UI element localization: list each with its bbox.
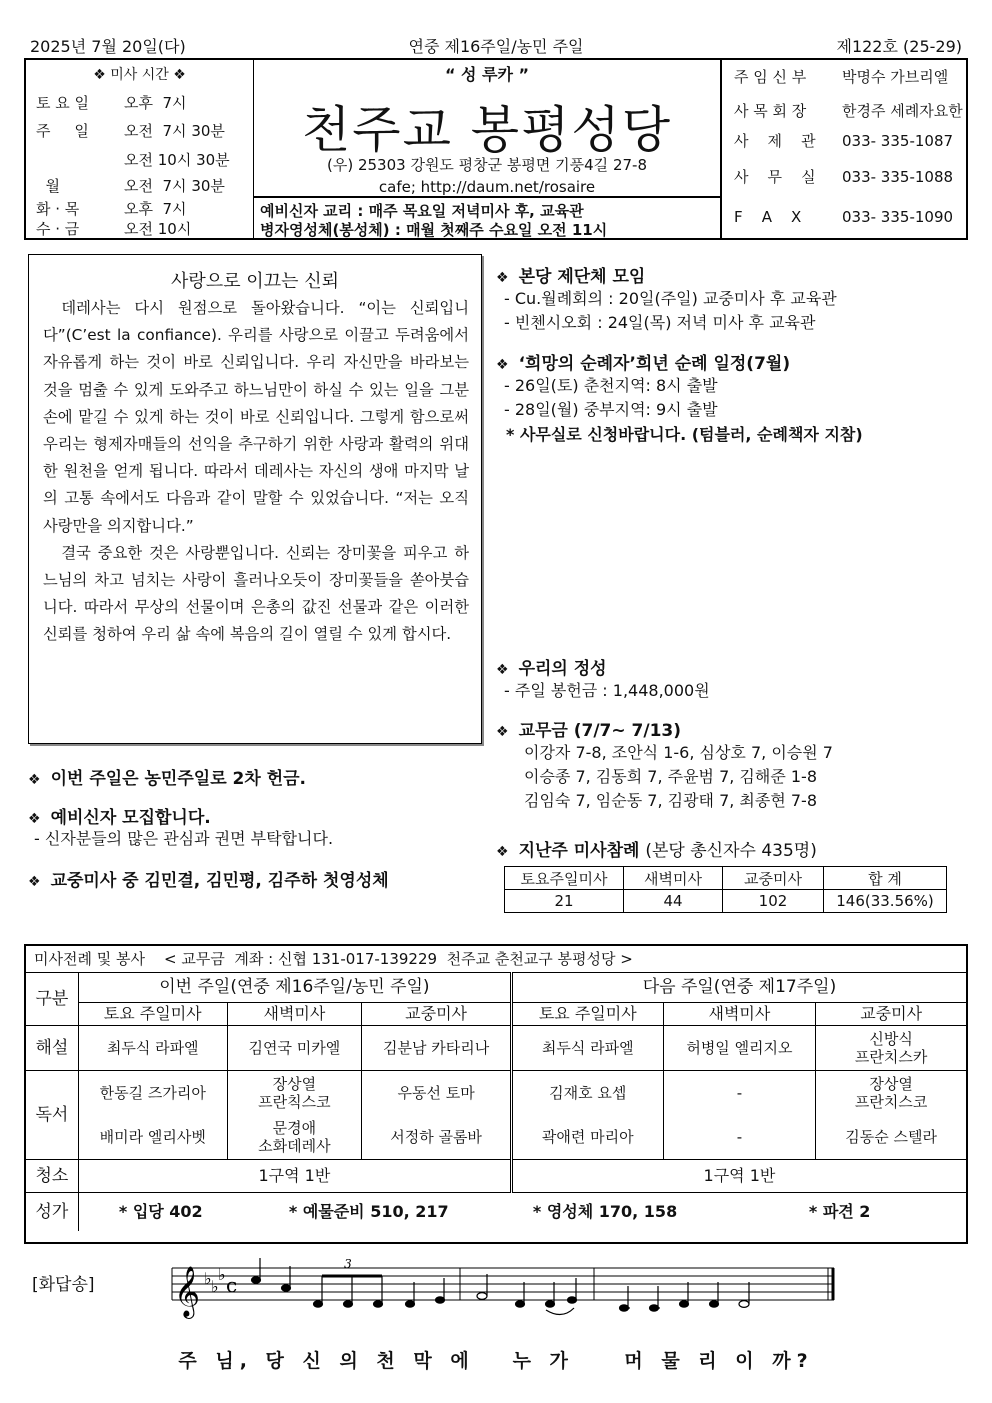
staff-row: 사 목 회 장 한경주 세례자요한: [734, 102, 963, 120]
dues-line: 이강자 7-8, 조안식 1-6, 심상호 7, 이승원 7: [524, 743, 833, 762]
dues-title: ❖ 교무금 (7/7~ 7/13): [496, 721, 682, 741]
table-row: [26, 973, 966, 1003]
diamond-bullet-icon: ❖: [28, 811, 41, 827]
article-body: [43, 295, 469, 649]
sub-header: 교중미사: [362, 1002, 512, 1025]
offering-amount: - 주일 봉헌금 : 1,448,000원: [504, 681, 710, 700]
mass-times-title: ❖ 미사 시간 ❖: [93, 67, 186, 83]
table-row: [26, 1193, 966, 1232]
table-cell: 102: [723, 890, 824, 913]
table-row: [26, 1002, 966, 1025]
pilgrimage-item: - 28일(월) 중부지역: 9시 출발: [504, 400, 718, 419]
table-cell: 김연국 미카엘: [227, 1026, 362, 1071]
mass-row: 토 요 일 오후 7시: [36, 94, 187, 112]
article-title: 사랑으로 이끄는 신뢰: [171, 271, 339, 292]
sub-header: 토요 주일미사: [511, 1002, 663, 1025]
table-cell: 1구역 1반: [78, 1160, 511, 1193]
section-label: 구분: [26, 973, 78, 1026]
table-cell: 곽애련 마리아: [511, 1115, 663, 1160]
roles-table: [26, 946, 966, 1231]
treble-clef-icon: 𝄞: [174, 1266, 201, 1317]
attendance-title: ❖ 지난주 미사참례 (본당 총신자수 435명): [496, 841, 817, 861]
table-row: [26, 1071, 966, 1116]
mass-row: 주 일 오전 7시 30분: [36, 122, 225, 140]
staff-row: 사 제 관 033- 335-1087: [734, 132, 954, 150]
dues-line: 김임숙 7, 임순동 7, 김광태 7, 최종현 7-8: [524, 791, 818, 810]
staff-contacts: [720, 60, 968, 238]
table-cell: -: [663, 1115, 816, 1160]
meeting-item: - Cu.월례회의 : 20일(주일) 교중미사 후 교육관: [504, 289, 837, 308]
staff-row: 주 임 신 부 박명수 가브리엘: [734, 68, 949, 86]
reflection-article: [28, 254, 482, 744]
dues-account: < 교무금 계좌 : 신협 131-017-139229 천주교 춘천교구 봉평성당 >: [164, 950, 633, 968]
table-cell: 한동길 즈가리아: [78, 1071, 227, 1116]
table-row: [505, 867, 947, 890]
psalm-notes: [252, 1258, 750, 1315]
catechism-notice: 예비신자 교리 : 매주 목요일 저녁미사 후, 교육관: [260, 202, 584, 220]
table-row: [26, 1160, 966, 1193]
table-cell: 장상열 프란치스코: [816, 1071, 966, 1116]
table-header: 토요주일미사: [505, 867, 624, 890]
triplet-mark: 3: [344, 1257, 352, 1271]
liturgy-title: 미사전례 및 봉사: [34, 950, 145, 968]
table-row: [26, 1026, 966, 1071]
table-cell: 21: [505, 890, 624, 913]
pilgrimage-note: * 사무실로 신청바랍니다. (텀블러, 순례책자 지참): [506, 425, 863, 444]
parish-name: 천주교 봉평성당: [302, 101, 672, 159]
diamond-bullet-icon: ❖: [496, 724, 509, 740]
hymn-numbers: [78, 1193, 966, 1232]
patron-saint: “ 성 루카 ”: [444, 65, 530, 84]
mass-row: 화 · 목 오후 7시: [36, 200, 187, 218]
sick-communion-notice: 병자영성체(봉성체) : 매월 첫째주 수요일 오전 11시: [260, 221, 608, 239]
psalm-music-staff: [168, 1254, 840, 1324]
parish-info: [254, 60, 720, 238]
table-cell: 146(33.56%): [824, 890, 947, 913]
liturgy-title-row: [26, 946, 966, 973]
sub-header: 교중미사: [816, 1002, 966, 1025]
offering-title: ❖ 우리의 정성: [496, 659, 607, 679]
common-time-icon: c: [226, 1273, 238, 1297]
table-cell: 김동순 스텔라: [816, 1115, 966, 1160]
diamond-bullet-icon: ❖: [28, 874, 41, 890]
diamond-bullet-icon: ❖: [496, 662, 509, 678]
table-cell: 44: [624, 890, 723, 913]
table-cell: 신방식 프란치스카: [816, 1026, 966, 1071]
header-notices: [254, 196, 720, 240]
meeting-item: - 빈첸시오회 : 24일(목) 저녁 미사 후 교육관: [504, 313, 816, 332]
note-catechumen: ❖ 예비신자 모집합니다.: [28, 808, 211, 828]
mass-row: 월 오전 7시 30분: [36, 177, 225, 195]
table-cell: 최두식 라파엘: [78, 1026, 227, 1071]
flat-icon: ♭: [204, 1269, 212, 1288]
liturgy-service-table: [24, 944, 968, 1244]
table-cell: 배미라 엘리사벳: [78, 1115, 227, 1160]
hymn-dismissal: * 파견 2: [808, 1202, 871, 1221]
table-cell: 장상열 프란칙스코: [227, 1071, 362, 1116]
article-paragraph: 결국 중요한 것은 사랑뿐입니다. 신뢰는 장미꽃을 피우고 하느님의 차고 넘치는 사랑이 흘러나오듯이 장미꽃들을 쏟아붓습니다. 따라서 무상의 선물이며 은총의 값진 선물과 같은 이러한 신뢰를 청하여 우리 삶 속에 복음의 길이 열릴 수 있게 합시다.: [43, 543, 469, 644]
note-catechumen-sub: - 신자분들의 많은 관심과 권면 부탁합니다.: [34, 829, 334, 848]
row-label: 청소: [26, 1160, 78, 1193]
sub-header: 토요 주일미사: [78, 1002, 227, 1025]
mass-row: 오전 10시 30분: [124, 151, 230, 169]
mass-row: 수 · 금 오전 10시: [36, 220, 192, 238]
table-header: 새벽미사: [624, 867, 723, 890]
issue-date: 2025년 7월 20일(다): [30, 37, 186, 56]
table-cell: 허병일 엘리지오: [663, 1026, 816, 1071]
psalm-label: [화답송]: [32, 1275, 95, 1295]
hymn-entrance: * 입당 402: [118, 1202, 203, 1221]
header-box: [24, 58, 968, 240]
liturgical-sunday: 연중 제16주일/농민 주일: [408, 37, 584, 56]
table-header: 교중미사: [723, 867, 824, 890]
next-week-header: 다음 주일(연중 제17주일): [511, 973, 966, 1003]
diamond-bullet-icon: ❖: [496, 357, 509, 373]
table-cell: 문경애 소화데레사: [227, 1115, 362, 1160]
pilgrimage-item: - 26일(토) 춘천지역: 8시 출발: [504, 376, 718, 395]
hymn-offertory: * 예물준비 510, 217: [288, 1202, 449, 1221]
hymn-communion: * 영성체 170, 158: [532, 1202, 678, 1221]
table-cell: 우동선 토마: [362, 1071, 512, 1116]
article-paragraph: 데레사는 다시 원점으로 돌아왔습니다. “이는 신뢰입니다”(C’est la confiance). 우리를 사랑으로 이끌고 두려움에서 자유롭게 하는 것이 바로 신뢰입니다. 우리 자신만을 바라보는 것을 멈출 수 있게 도와주고 하느님만이 하실 수 있는 일을 그분 손에 맡길 수 있게 하는 것이 바로 신뢰입니다. 그렇게 함으로써 우리는 형제자매들의 선익을 추구하기 위한 사랑과 활력의 위대한 원천을 얻게 됩니다. 따라서 데레사는 자신의 생애 마지막 날의 고통 속에서도 다음과 같이 말할 수 있었습니다. “저는 오직 사랑만을 의지합니다.”: [43, 299, 469, 535]
dues-line: 이승종 7, 김동희 7, 주윤범 7, 김해준 1-8: [524, 767, 818, 786]
table-cell: 김재호 요셉: [511, 1071, 663, 1116]
staff-row: F A X 033- 335-1090: [734, 208, 954, 226]
table-row: [505, 890, 947, 913]
top-bar: [30, 34, 962, 56]
staff-row: 사 무 실 033- 335-1088: [734, 168, 954, 186]
issue-number: 제122호 (25-29): [836, 37, 962, 56]
pilgrimage-title: ❖ ‘희망의 순례자’희년 순례 일정(7월): [496, 354, 791, 374]
diamond-bullet-icon: ❖: [496, 844, 509, 860]
row-label: 성가: [26, 1193, 78, 1232]
table-cell: 최두식 라파엘: [511, 1026, 663, 1071]
psalm-lyrics: 주 님, 당 신 의 천 막 에 누 가 머 물 리 이 까?: [178, 1350, 814, 1372]
table-header: 합 계: [824, 867, 947, 890]
this-week-header: 이번 주일(연중 제16주일/농민 주일): [78, 973, 511, 1003]
attendance-subtitle: (본당 총신자수 435명): [645, 841, 817, 861]
mass-times: [26, 60, 254, 238]
note-first-communion: ❖ 교중미사 중 김민결, 김민평, 김주하 첫영성체: [28, 871, 389, 891]
table-row: [26, 1115, 966, 1160]
table-cell: 김분남 카타리나: [362, 1026, 512, 1071]
sub-header: 새벽미사: [663, 1002, 816, 1025]
flat-icon: ♭: [218, 1265, 226, 1284]
flat-icon: ♭: [211, 1277, 219, 1296]
sub-header: 새벽미사: [227, 1002, 362, 1025]
attendance-table: [504, 866, 947, 913]
table-cell: -: [663, 1071, 816, 1116]
diamond-bullet-icon: ❖: [28, 772, 41, 788]
note-farmers-collection: ❖ 이번 주일은 농민주일로 2차 헌금.: [28, 769, 307, 789]
table-cell: 1구역 1반: [511, 1160, 966, 1193]
meeting-title: ❖ 본당 제단체 모임: [496, 267, 646, 287]
parish-cafe: cafe; http://daum.net/rosaire: [378, 178, 596, 196]
row-label: 독서: [26, 1071, 78, 1160]
parish-address: (우) 25303 강원도 평창군 봉평면 기풍4길 27-8: [327, 156, 647, 174]
table-cell: 서정하 골롬바: [362, 1115, 512, 1160]
table-row: [26, 946, 966, 973]
diamond-bullet-icon: ❖: [496, 270, 509, 286]
row-label: 해설: [26, 1026, 78, 1071]
